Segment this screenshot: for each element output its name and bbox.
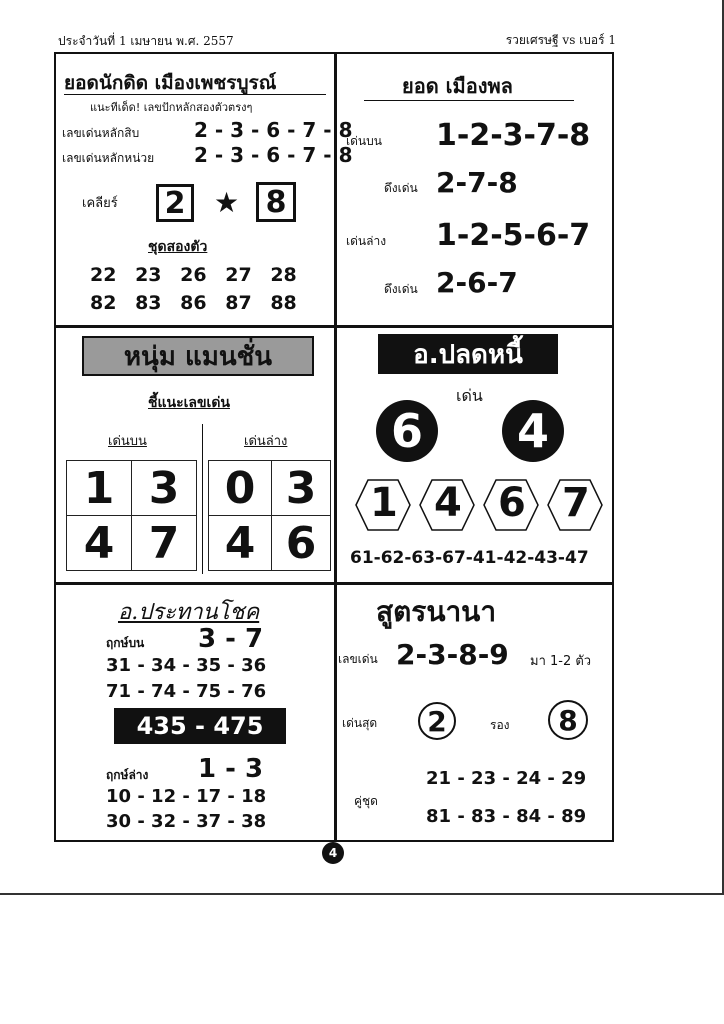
panel5-bottom-main: 1 - 3 — [198, 754, 264, 784]
panel1-set-label: ชุดสองตัว — [148, 239, 208, 255]
grid-cell: 4 — [208, 515, 272, 571]
center-divider — [334, 54, 337, 840]
set-number: 83 — [135, 292, 162, 314]
panel1-clear-box-a: 2 — [156, 184, 194, 222]
panel2-top-label: เด่นบน — [346, 134, 382, 148]
set-number: 28 — [270, 264, 297, 286]
panel5-title: อ.ประทานโชค — [118, 600, 260, 625]
set-number: 27 — [225, 264, 252, 286]
panel6-lead-label: เลขเด่น — [338, 652, 378, 666]
panel3-bottom-label: เด่นล่าง — [244, 434, 288, 449]
grid-cell: 1 — [66, 460, 132, 516]
panel2-top-value: 1-2-3-7-8 — [436, 118, 591, 153]
panel5-top-row1: 31 - 34 - 35 - 36 — [106, 655, 267, 676]
panel5-top-label: ฤกษ์บน — [106, 636, 145, 650]
panel1-title: ยอดนักดิด เมืองเพชรบูรณ์ — [64, 72, 277, 94]
panel5-bottom-row2: 30 - 32 - 37 - 38 — [106, 811, 267, 832]
panel6-best-a-circle: 2 — [418, 702, 456, 740]
panel6-pairs-row1: 21 - 23 - 24 - 29 — [426, 768, 587, 789]
panel1-clear-label: เคลียร์ — [82, 196, 118, 211]
panel2-bottom-pull-value: 2-6-7 — [436, 266, 518, 299]
panel6-lead-value: 2-3-8-9 — [396, 638, 509, 671]
header-publication: รวยเศรษฐี vs เบอร์ 1 — [505, 33, 616, 47]
grid-cell: 6 — [271, 515, 331, 571]
set-number: 87 — [225, 292, 252, 314]
panel6-pairs-label: คู่ชุด — [354, 794, 378, 808]
panel3-divider — [202, 424, 203, 574]
panel4-hex-number: 7 — [562, 480, 590, 526]
panel6-best-b-circle: 8 — [548, 700, 588, 740]
panel1-clear-box-b: 8 — [256, 182, 296, 222]
page-edge-bottom — [0, 893, 724, 895]
panel5-banner: 435 - 475 — [114, 708, 286, 744]
panel6-lead-note: มา 1-2 ตัว — [530, 654, 592, 669]
panel3-banner: หนุ่ม แมนชั่น — [82, 336, 314, 376]
panel5-bottom-label: ฤกษ์ล่าง — [106, 768, 149, 782]
panel3-top-label: เด่นบน — [108, 434, 147, 449]
grid-cell: 4 — [66, 515, 132, 571]
panel4-main-circle: 4 — [502, 400, 564, 462]
panel1-subtitle: แนะทีเด็ด! เลขปักหลักสองตัวตรงๆ — [90, 101, 253, 114]
set-number: 23 — [135, 264, 162, 286]
panel4-hex-number: 1 — [370, 480, 398, 526]
panel1-tens-label: เลขเด่นหลักสิบ — [62, 126, 140, 140]
panel6-round-label: รอง — [490, 718, 510, 732]
panel6-best-label: เด่นสุด — [342, 716, 378, 730]
panel2-bottom-pull-label: ดึงเด่น — [384, 282, 418, 296]
star-icon: ★ — [214, 186, 240, 219]
panel2-bottom-label: เด่นล่าง — [346, 234, 387, 248]
grid-cell: 3 — [131, 460, 197, 516]
panel6-title: สูตรนานา — [376, 595, 497, 628]
panel2-top-pull-label: ดึงเด่น — [384, 181, 418, 195]
panel5-top-row2: 71 - 74 - 75 - 76 — [106, 681, 267, 702]
panel5-top-main: 3 - 7 — [198, 624, 264, 654]
panel1-set-row2 — [90, 292, 297, 314]
panel6-pairs-row2: 81 - 83 - 84 - 89 — [426, 806, 587, 827]
panel4-hex-number: 6 — [498, 480, 526, 526]
panel3-subtitle: ชี้แนะเลขเด่น — [148, 395, 230, 411]
panel1-units-value: 2 - 3 - 6 - 7 - 8 — [194, 143, 353, 167]
panel1-tens-value: 2 - 3 - 6 - 7 - 8 — [194, 118, 353, 142]
set-number: 88 — [270, 292, 297, 314]
panel2-title: ยอด เมืองพล — [402, 74, 513, 98]
panel4-hex-number: 4 — [434, 480, 462, 526]
panel4-main-circle: 6 — [376, 400, 438, 462]
panel1-units-label: เลขเด่นหลักหน่วย — [62, 151, 155, 165]
panel5-bottom-row1: 10 - 12 - 17 - 18 — [106, 786, 267, 807]
grid-cell: 3 — [271, 460, 331, 516]
panel2-title-rule — [364, 100, 574, 101]
panel1-set-row1 — [90, 264, 297, 286]
panel2-bottom-value: 1-2-5-6-7 — [436, 218, 591, 253]
panel4-numbers: 61-62-63-67-41-42-43-47 — [350, 548, 589, 568]
row-divider-1 — [56, 325, 612, 328]
panel4-label: เด่น — [456, 386, 483, 405]
set-number: 22 — [90, 264, 117, 286]
grid-cell: 0 — [208, 460, 272, 516]
panel1-title-rule — [64, 94, 326, 95]
set-number: 82 — [90, 292, 117, 314]
set-number: 26 — [180, 264, 207, 286]
grid-cell: 7 — [131, 515, 197, 571]
panel4-banner: อ.ปลดหนี้ — [378, 334, 558, 374]
panel2-top-pull-value: 2-7-8 — [436, 166, 518, 199]
page-number: 4 — [322, 842, 344, 864]
set-number: 86 — [180, 292, 207, 314]
row-divider-2 — [56, 582, 612, 585]
main-frame — [54, 52, 614, 842]
header-date: ประจำวันที่ 1 เมษายน พ.ศ. 2557 — [58, 34, 234, 48]
